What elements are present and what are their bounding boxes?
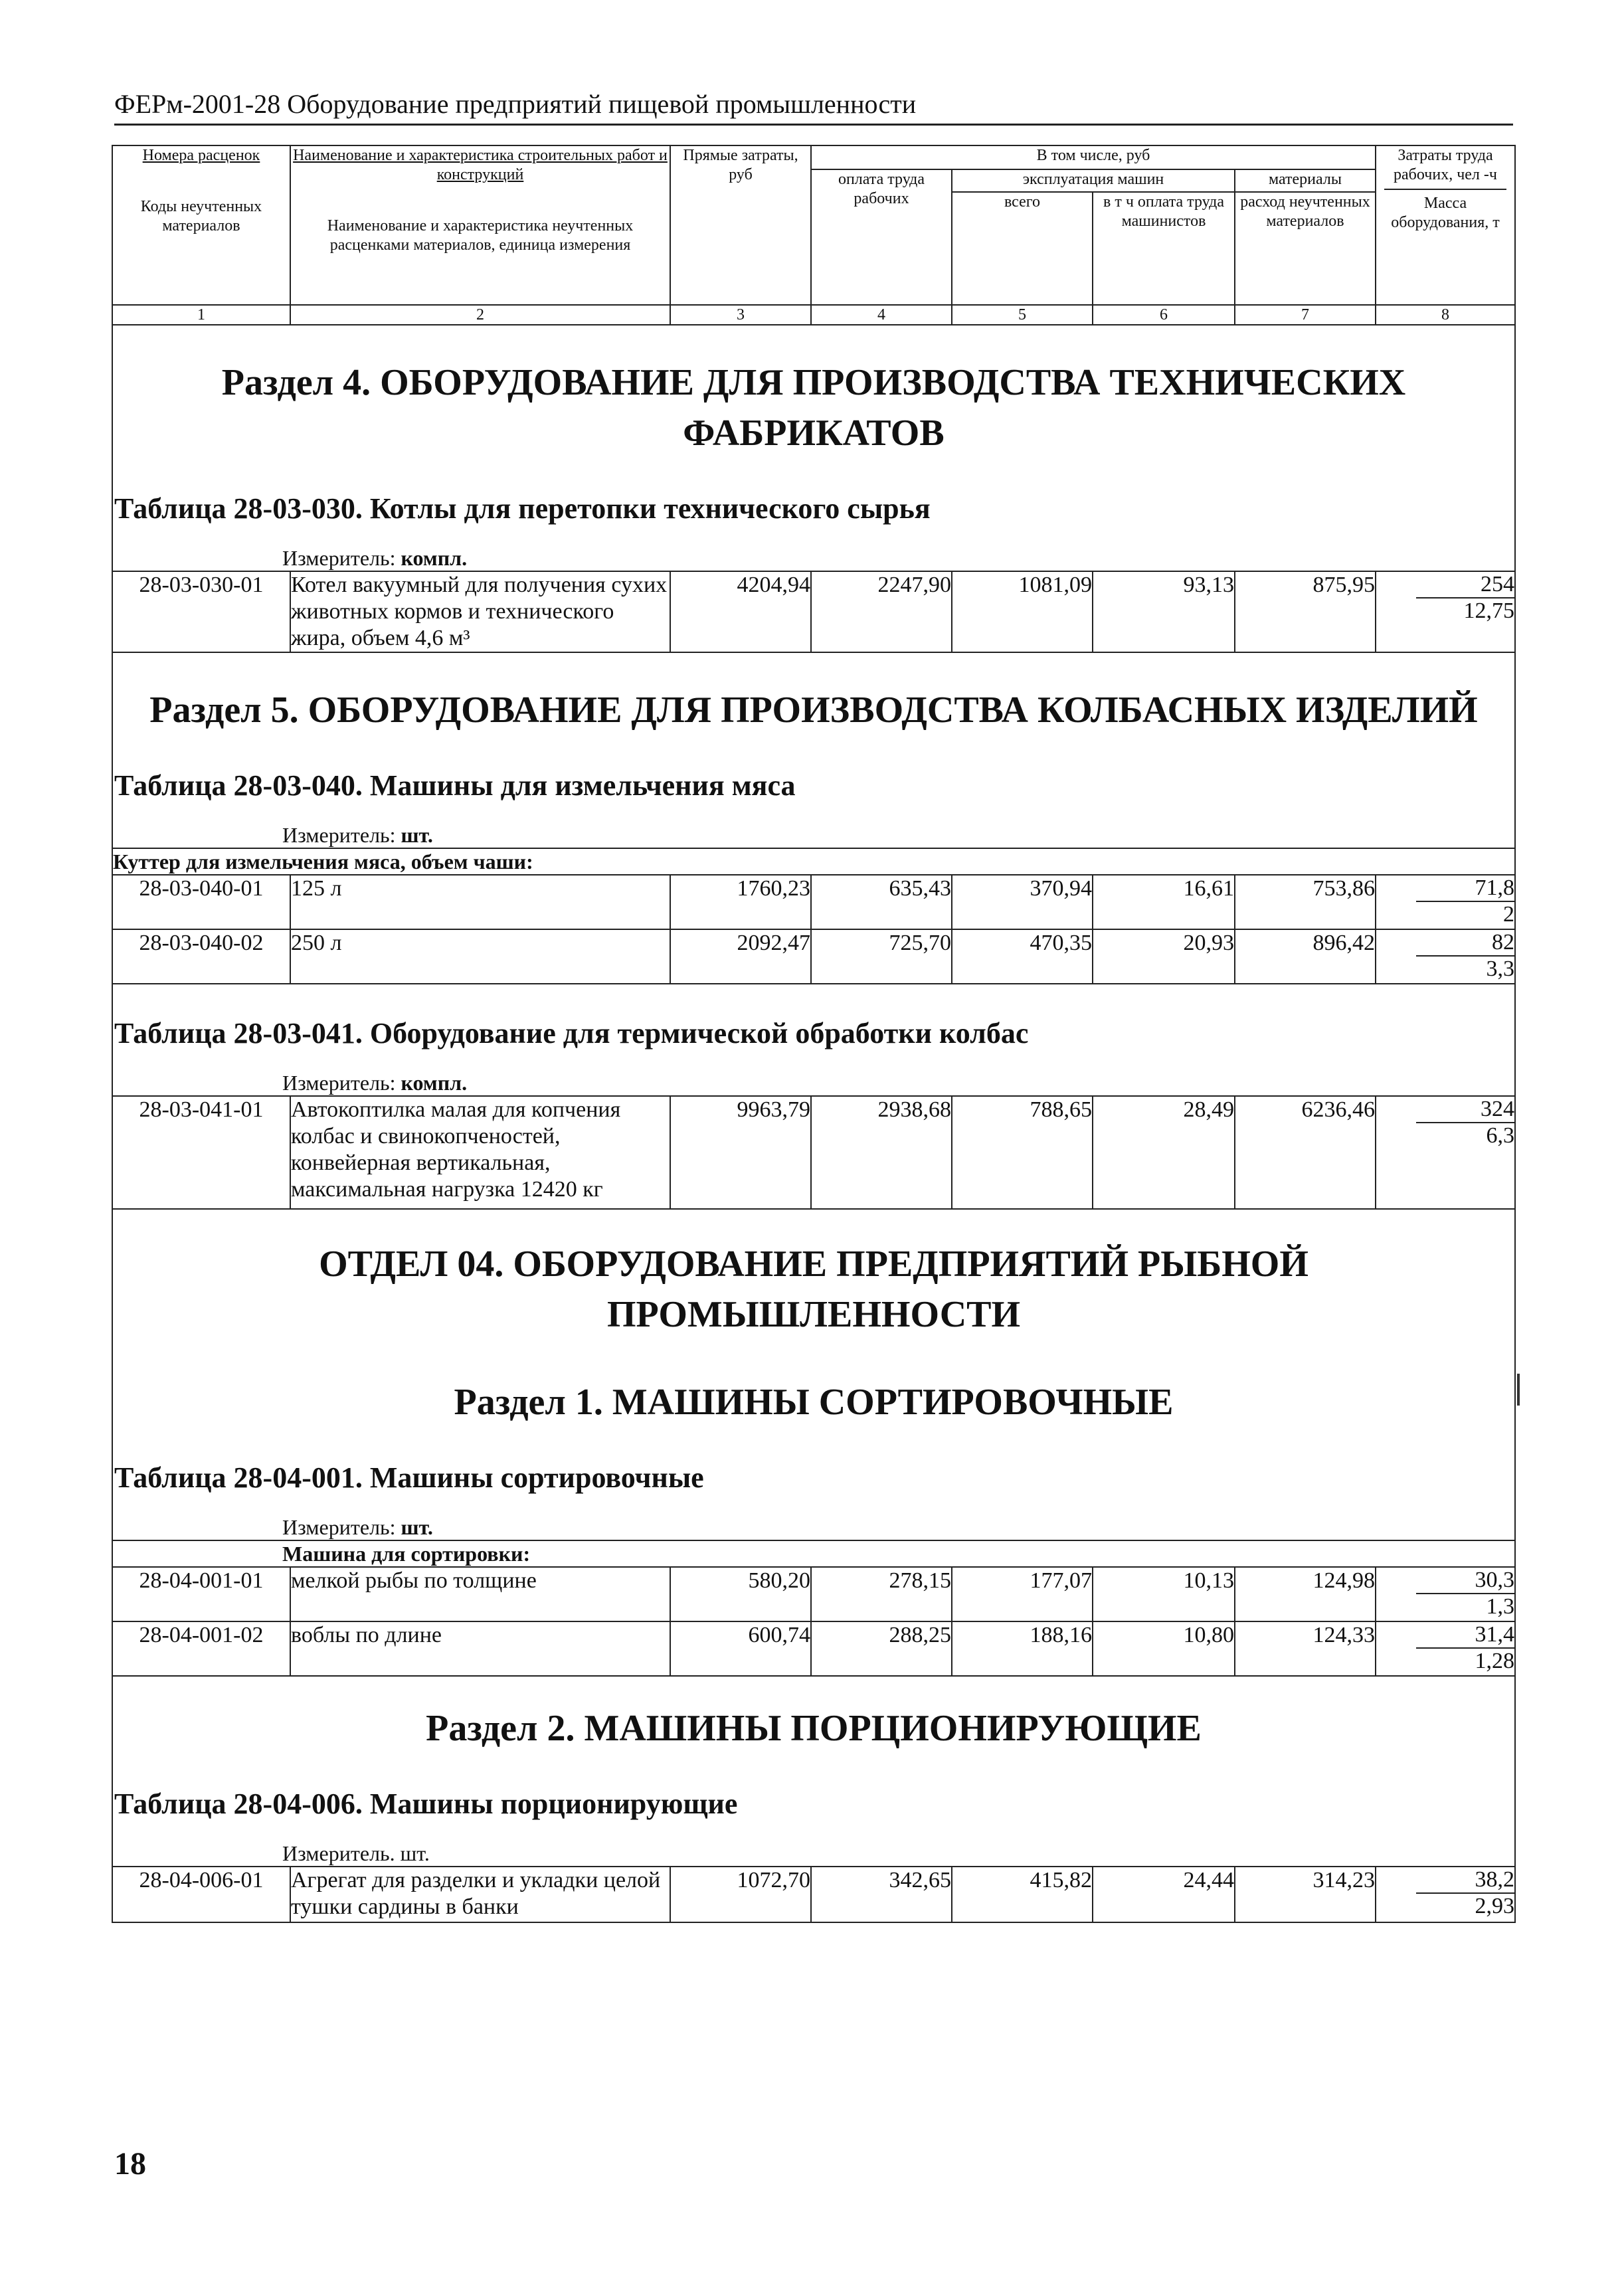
- col-number: 2: [290, 305, 670, 325]
- materials-cost: 124,98: [1235, 1567, 1376, 1621]
- labor-value: 324: [1416, 1097, 1514, 1123]
- wage-cost: 342,65: [811, 1867, 952, 1922]
- wage-cost: 278,15: [811, 1567, 952, 1621]
- operators-cost: 10,13: [1093, 1567, 1235, 1621]
- labor-mass: [1376, 571, 1515, 652]
- section-title: Раздел 2. МАШИНЫ ПОРЦИОНИРУЮЩИЕ: [426, 1708, 1202, 1749]
- table-row: [112, 1867, 1515, 1922]
- unit-of-measure: Измеритель: шт.: [282, 1515, 433, 1539]
- labor-value: 82: [1416, 930, 1514, 957]
- page-header: ФЕРм-2001-28 Оборудование предприятий пищевой промышленности: [114, 85, 1513, 126]
- work-name: мелкой рыбы по толщине: [290, 1567, 670, 1621]
- mass-value: 2: [1503, 902, 1514, 927]
- operators-cost: 10,80: [1093, 1621, 1235, 1676]
- labor-mass: [1376, 875, 1515, 929]
- operators-cost: 24,44: [1093, 1867, 1235, 1922]
- table-title: Таблица 28-03-041. Оборудование для термической обработки колбас: [114, 1017, 1029, 1050]
- rate-code: 28-04-006-01: [112, 1867, 290, 1922]
- price-table: [112, 145, 1516, 1923]
- material-use-header: расход неучтенных материалов: [1235, 192, 1376, 305]
- work-name: 250 л: [290, 929, 670, 984]
- labor-mass: [1376, 1096, 1515, 1209]
- col-number: 3: [670, 305, 811, 325]
- materials-cost: 753,86: [1235, 875, 1376, 929]
- col-number: 5: [952, 305, 1093, 325]
- col-number: 6: [1093, 305, 1235, 325]
- mass-value: 3,3: [1486, 957, 1514, 981]
- work-name: 125 л: [290, 875, 670, 929]
- rate-code: 28-03-041-01: [112, 1096, 290, 1209]
- labor-mass: [1376, 1567, 1515, 1621]
- wage-header: оплата труда рабочих: [811, 169, 952, 305]
- group-label: Машина для сортировки:: [112, 1540, 1515, 1567]
- mass-value: 2,93: [1475, 1894, 1514, 1918]
- rate-code: 28-04-001-01: [112, 1567, 290, 1621]
- labor-mass: [1376, 1621, 1515, 1676]
- machines-cost: 415,82: [952, 1867, 1093, 1922]
- rate-code: 28-03-040-01: [112, 875, 290, 929]
- machines-total-header: всего: [952, 192, 1093, 305]
- group-label: Куттер для измельчения мяса, объем чаши:: [112, 848, 1515, 875]
- machine-operators-header: в т ч оплата труда машинистов: [1093, 192, 1235, 305]
- materials-cost: 314,23: [1235, 1867, 1376, 1922]
- work-name: воблы по длине: [290, 1621, 670, 1676]
- work-name: Агрегат для разделки и укладки целой тушки сардины в банки: [290, 1867, 670, 1922]
- wage-cost: 2938,68: [811, 1096, 952, 1209]
- mass-value: 1,3: [1486, 1594, 1514, 1619]
- direct-cost: 1072,70: [670, 1867, 811, 1922]
- labor-mass: [1376, 929, 1515, 984]
- labor-value: 71,8: [1416, 875, 1514, 902]
- table-row: [112, 1621, 1515, 1676]
- direct-cost: 600,74: [670, 1621, 811, 1676]
- machines-cost: 788,65: [952, 1096, 1093, 1209]
- unit-of-measure: Измеритель: компл.: [282, 546, 468, 570]
- table-title: Таблица 28-03-040. Машины для измельчения мяса: [114, 769, 796, 802]
- operators-cost: 93,13: [1093, 571, 1235, 652]
- materials-cost: 124,33: [1235, 1621, 1376, 1676]
- labor-value: 38,2: [1416, 1867, 1514, 1894]
- machines-cost: 1081,09: [952, 571, 1093, 652]
- table-title: Таблица 28-03-030. Котлы для перетопки технического сырья: [114, 492, 931, 525]
- labor-value: 30,3: [1416, 1568, 1514, 1594]
- table-title: Таблица 28-04-006. Машины порционирующие: [114, 1788, 738, 1820]
- wage-cost: 2247,90: [811, 571, 952, 652]
- including-header: В том числе, руб: [811, 145, 1376, 169]
- table-row: [112, 1567, 1515, 1621]
- machines-cost: 370,94: [952, 875, 1093, 929]
- operators-cost: 20,93: [1093, 929, 1235, 984]
- mass-value: 1,28: [1475, 1649, 1514, 1673]
- labor-header: Затраты труда рабочих, чел -ч Масса оборудования, т: [1376, 145, 1515, 305]
- direct-cost: 2092,47: [670, 929, 811, 984]
- section-title: Раздел 4. ОБОРУДОВАНИЕ ДЛЯ ПРОИЗВОДСТВА ТЕХНИЧЕСКИХ ФАБРИКАТОВ: [221, 362, 1406, 454]
- direct-cost: 580,20: [670, 1567, 811, 1621]
- department-title: ОТДЕЛ 04. ОБОРУДОВАНИЕ ПРЕДПРИЯТИЙ РЫБНОЙ ПРОМЫШЛЕННОСТИ: [319, 1243, 1308, 1335]
- rate-code: 28-04-001-02: [112, 1621, 290, 1676]
- table-row: [112, 571, 1515, 652]
- col-number: 7: [1235, 305, 1376, 325]
- col-number: 8: [1376, 305, 1515, 325]
- col1-header: Номера расценок Коды неучтенных материалов: [112, 145, 290, 305]
- operators-cost: 16,61: [1093, 875, 1235, 929]
- col2-header: Наименование и характеристика строительных работ и конструкций Наименование и характеристика неучтенных расценками материалов, единица измерения: [290, 145, 670, 305]
- margin-mark: [1517, 1374, 1520, 1406]
- section-title: Раздел 1. МАШИНЫ СОРТИРОВОЧНЫЕ: [454, 1382, 1174, 1423]
- table-row: [112, 875, 1515, 929]
- materials-cost: 875,95: [1235, 571, 1376, 652]
- materials-cost: 6236,46: [1235, 1096, 1376, 1209]
- mass-value: 6,3: [1486, 1123, 1514, 1148]
- work-name: Автокоптилка малая для копчения колбас и свинокопченостей, конвейерная вертикальная, максимальная нагрузка 12420 кг: [290, 1096, 670, 1209]
- direct-cost: 1760,23: [670, 875, 811, 929]
- page-number: 18: [114, 2146, 146, 2181]
- col-number: 1: [112, 305, 290, 325]
- wage-cost: 635,43: [811, 875, 952, 929]
- labor-value: 254: [1416, 572, 1514, 598]
- direct-cost: 4204,94: [670, 571, 811, 652]
- wage-cost: 288,25: [811, 1621, 952, 1676]
- table-title: Таблица 28-04-001. Машины сортировочные: [114, 1461, 704, 1494]
- wage-cost: 725,70: [811, 929, 952, 984]
- labor-mass: [1376, 1867, 1515, 1922]
- rate-code: 28-03-030-01: [112, 571, 290, 652]
- machines-cost: 470,35: [952, 929, 1093, 984]
- materials-cost: 896,42: [1235, 929, 1376, 984]
- work-name: Котел вакуумный для получения сухих животных кормов и технического жира, объем 4,6 м³: [290, 571, 670, 652]
- labor-value: 31,4: [1416, 1622, 1514, 1649]
- unit-of-measure: Измеритель. шт.: [282, 1841, 430, 1865]
- col-number: 4: [811, 305, 952, 325]
- mass-value: 12,75: [1463, 598, 1514, 623]
- direct-cost: 9963,79: [670, 1096, 811, 1209]
- direct-costs-header: Прямые затраты, руб: [670, 145, 811, 305]
- table-row: [112, 929, 1515, 984]
- rate-code: 28-03-040-02: [112, 929, 290, 984]
- operators-cost: 28,49: [1093, 1096, 1235, 1209]
- machines-header: эксплуатация машин: [952, 169, 1235, 192]
- materials-header: материалы: [1235, 169, 1376, 192]
- machines-cost: 188,16: [952, 1621, 1093, 1676]
- unit-of-measure: Измеритель: шт.: [282, 823, 433, 847]
- unit-of-measure: Измеритель: компл.: [282, 1071, 468, 1095]
- table-row: [112, 1096, 1515, 1209]
- section-title: Раздел 5. ОБОРУДОВАНИЕ ДЛЯ ПРОИЗВОДСТВА КОЛБАСНЫХ ИЗДЕЛИЙ: [149, 689, 1478, 731]
- machines-cost: 177,07: [952, 1567, 1093, 1621]
